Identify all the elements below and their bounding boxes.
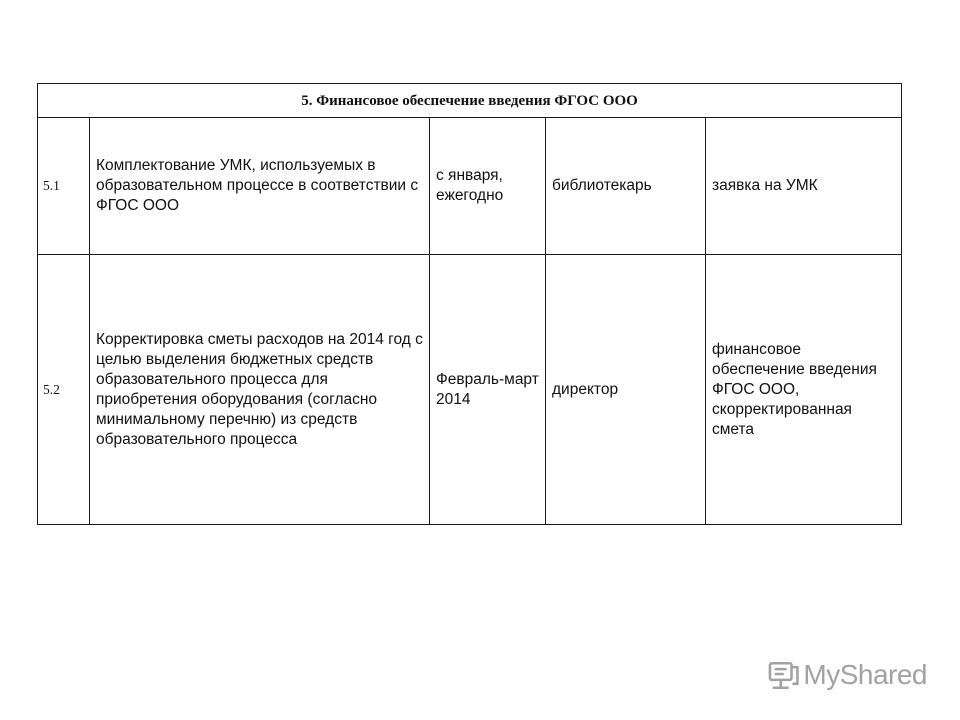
result-cell: финансовое обеспечение введения ФГОС ООО, скорректированная смета xyxy=(706,255,902,525)
row-number: 5.1 xyxy=(38,118,90,255)
responsible-cell: директор xyxy=(546,255,706,525)
responsible-cell: библиотекарь xyxy=(546,118,706,255)
watermark-text: MyShared xyxy=(803,659,927,690)
result-cell: заявка на УМК xyxy=(706,118,902,255)
myshared-logo-icon xyxy=(767,658,800,692)
deadline-cell: Февраль-март 2014 xyxy=(430,255,546,525)
action-cell: Комплектование УМК, используемых в образовательном процессе в соответствии с ФГОС ООО xyxy=(90,118,430,255)
table-row xyxy=(38,255,902,525)
section-title: 5. Финансовое обеспечение введения ФГОС ООО xyxy=(38,84,902,118)
section-header-row xyxy=(38,84,902,118)
action-cell: Корректировка сметы расходов на 2014 год с целью выделения бюджетных средств образовательного процесса для приобретения оборудования (согласно минимальному перечню) из средств образовательного процесса xyxy=(90,255,430,525)
deadline-cell: с января, ежегодно xyxy=(430,118,546,255)
row-number: 5.2 xyxy=(38,255,90,525)
finance-plan-table xyxy=(37,83,902,525)
table-row xyxy=(38,118,902,255)
myshared-watermark xyxy=(767,657,927,693)
